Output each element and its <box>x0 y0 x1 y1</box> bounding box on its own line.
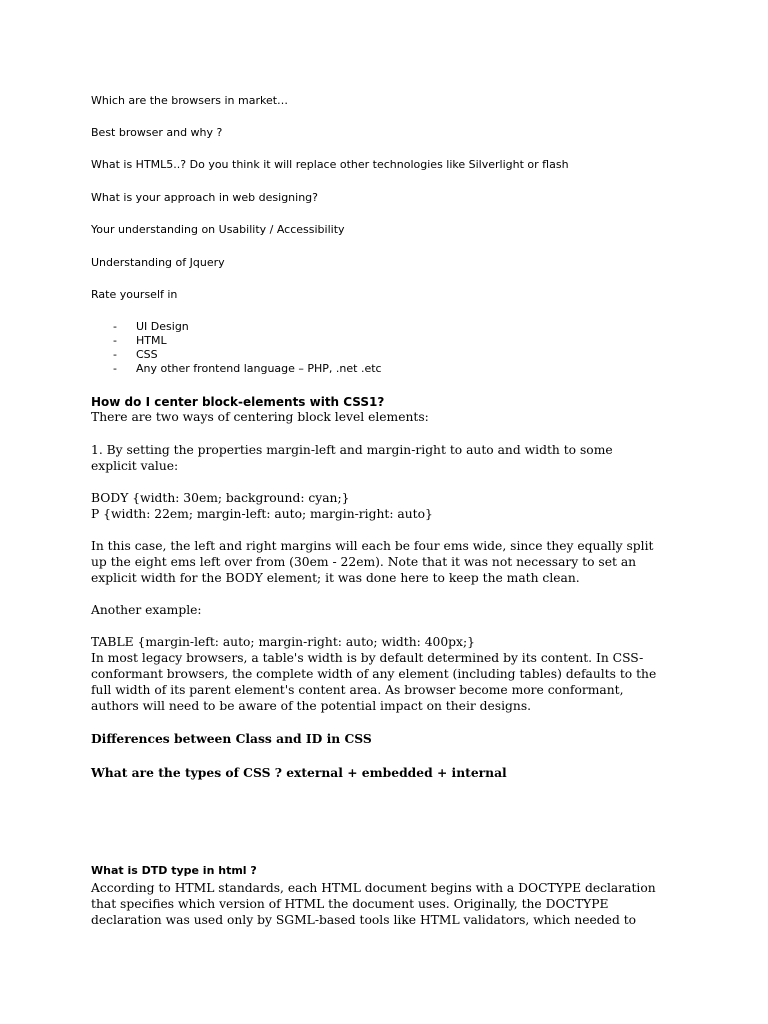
method1-line-1: 1. By setting the properties margin-left and margin-right to auto and width to some <box>91 443 613 457</box>
question-best-browser: Best browser and why ? <box>91 126 223 139</box>
method1-line-2: explicit value: <box>91 459 179 473</box>
code-example-p: P {width: 22em; margin-left: auto; margin-right: auto} <box>91 507 433 521</box>
legacy-paragraph-line-1: In most legacy browsers, a table's width is by default determined by its content. In CSS- <box>91 651 644 665</box>
code-example-table: TABLE {margin-left: auto; margin-right: auto; width: 400px;} <box>91 635 475 649</box>
list-dash: - <box>113 362 117 375</box>
code-example-body: BODY {width: 30em; background: cyan;} <box>91 491 350 505</box>
list-item-text: Any other frontend language – PHP, .net .etc <box>136 362 382 375</box>
dtd-paragraph-line-2: that specifies which version of HTML the document uses. Originally, the DOCTYPE <box>91 897 609 911</box>
margins-paragraph-line-1: In this case, the left and right margins will each be four ems wide, since they equally split <box>91 539 654 553</box>
class-vs-id-heading: Differences between Class and ID in CSS <box>91 731 372 746</box>
list-dash: - <box>113 334 117 347</box>
question-usability-accessibility: Your understanding on Usability / Accessibility <box>91 223 345 236</box>
legacy-paragraph-line-2: conformant browsers, the complete width of any element (including tables) defaults to the <box>91 667 657 681</box>
list-dash: - <box>113 348 117 361</box>
dtd-paragraph-line-3: declaration was used only by SGML-based tools like HTML validators, which needed to <box>91 913 637 927</box>
margins-paragraph-line-2: up the eight ems left over from (30em - 22em). Note that it was not necessary to set an <box>91 555 637 569</box>
question-rate-yourself: Rate yourself in <box>91 288 178 301</box>
center-section-intro: There are two ways of centering block level elements: <box>91 410 429 424</box>
list-dash: - <box>113 320 117 333</box>
dtd-paragraph-line-1: According to HTML standards, each HTML document begins with a DOCTYPE declaration <box>91 881 656 895</box>
list-item-text: HTML <box>136 334 167 347</box>
dtd-heading: What is DTD type in html ? <box>91 864 257 877</box>
css-types-heading: What are the types of CSS ? external + embedded + internal <box>91 765 507 780</box>
center-section-heading: How do I center block-elements with CSS1? <box>91 395 385 409</box>
question-jquery: Understanding of Jquery <box>91 256 225 269</box>
question-web-design-approach: What is your approach in web designing? <box>91 191 318 204</box>
another-example-label: Another example: <box>91 603 202 617</box>
list-item-text: UI Design <box>136 320 189 333</box>
margins-paragraph-line-3: explicit width for the BODY element; it was done here to keep the math clean. <box>91 571 580 585</box>
legacy-paragraph-line-3: full width of its parent element's content area. As browser become more conformant, <box>91 683 624 697</box>
legacy-paragraph-line-4: authors will need to be aware of the potential impact on their designs. <box>91 699 532 713</box>
question-html5: What is HTML5..? Do you think it will replace other technologies like Silverlight or flash <box>91 158 569 171</box>
question-browsers-in-market: Which are the browsers in market… <box>91 94 289 107</box>
list-item-text: CSS <box>136 348 158 361</box>
